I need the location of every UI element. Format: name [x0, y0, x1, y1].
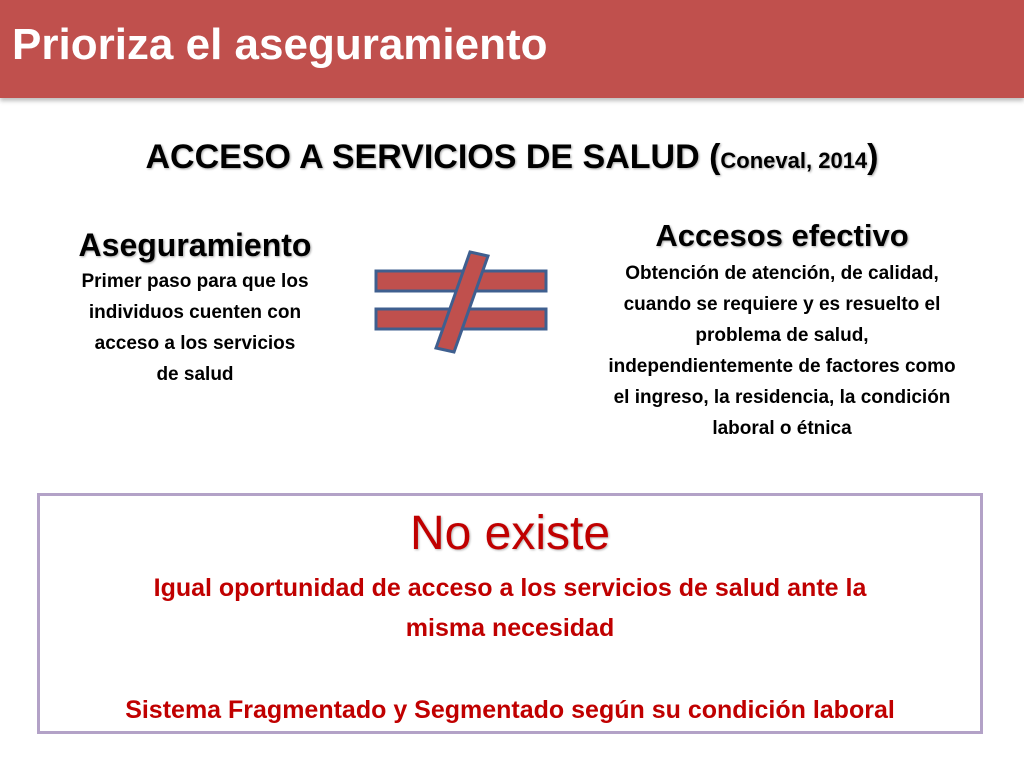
- description-line: Primer paso para que los: [81, 271, 309, 292]
- acceso-efectivo-column: [570, 214, 994, 444]
- description-line: el ingreso, la residencia, la condición: [613, 387, 951, 408]
- description-line: de salud: [156, 364, 234, 385]
- description-line: independientemente de factores como: [608, 356, 956, 377]
- acceso-efectivo-heading: Accesos efectivo: [655, 218, 909, 253]
- callout-line-3: Sistema Fragmentado y Segmentado según su condición laboral: [125, 696, 895, 724]
- description-line: problema de salud,: [695, 325, 869, 346]
- callout-heading: No existe: [409, 507, 611, 560]
- not-equal-slash: [436, 252, 488, 352]
- callout-line-1: Igual oportunidad de acceso a los servicios de salud ante la: [153, 574, 867, 602]
- subtitle-main: ACCESO A SERVICIOS DE SALUD (: [145, 138, 721, 176]
- subtitle-citation: Coneval, 2014: [720, 148, 868, 173]
- description-line: acceso a los servicios: [94, 333, 296, 354]
- aseguramiento-heading: Aseguramiento: [78, 227, 312, 263]
- description-line: individuos cuenten con: [88, 302, 302, 323]
- subtitle-close: ): [867, 138, 879, 176]
- title-bar: [0, 0, 1024, 98]
- description-line: laboral o étnica: [712, 418, 852, 439]
- not-equal-icon: [372, 250, 550, 354]
- callout-line-2: misma necesidad: [405, 614, 615, 642]
- slide-title: Prioriza el aseguramiento: [12, 20, 548, 69]
- aseguramiento-column: [40, 224, 350, 390]
- section-subtitle: [0, 138, 1024, 177]
- aseguramiento-description: [40, 266, 350, 390]
- acceso-efectivo-description: [570, 258, 994, 444]
- description-line: cuando se requiere y es resuelto el: [623, 294, 941, 315]
- no-existe-callout: [37, 493, 983, 734]
- description-line: Obtención de atención, de calidad,: [625, 263, 939, 284]
